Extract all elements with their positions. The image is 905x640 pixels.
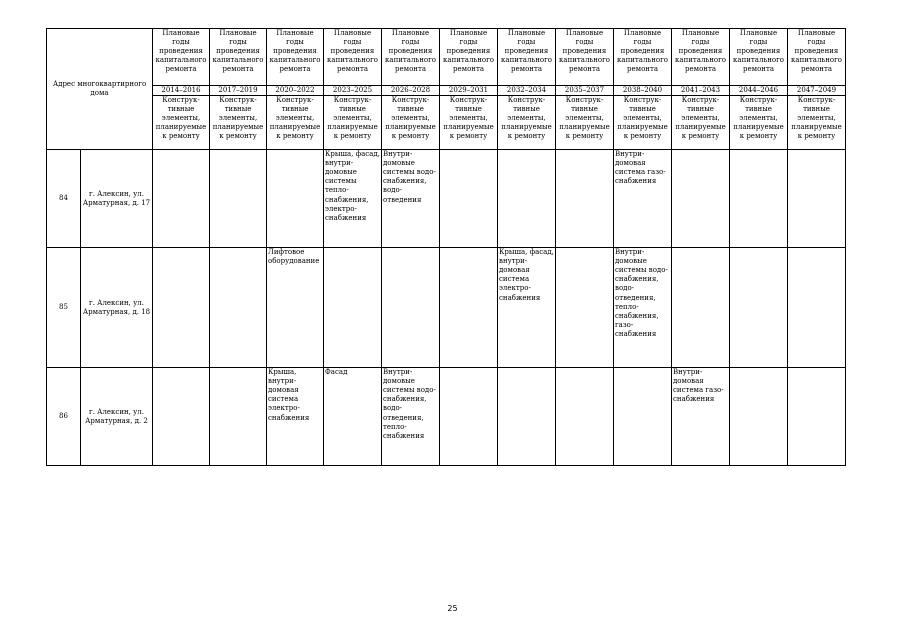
period-header: 2026–2028 xyxy=(382,86,440,96)
elements-header: Конструк-тивные элементы, планируемые к ремонту xyxy=(324,96,382,150)
period-header: 2047–2049 xyxy=(788,86,846,96)
planned-years-header: Плановые годы проведения капитального ремонта xyxy=(614,29,672,86)
period-header: 2020–2022 xyxy=(267,86,324,96)
repair-elements-cell: Крыша, фасад, внутри-домовая система электро-снабжения xyxy=(498,248,556,368)
repair-elements-cell xyxy=(498,368,556,466)
repair-elements-cell xyxy=(440,248,498,368)
period-header: 2044–2046 xyxy=(730,86,788,96)
repair-elements-cell xyxy=(730,248,788,368)
repair-elements-cell: Внутри-домовые системы водо-снабжения, водо-отведения, тепло-снабжения, газо-снабжения xyxy=(614,248,672,368)
repair-elements-cell xyxy=(556,248,614,368)
repair-elements-cell xyxy=(788,368,846,466)
planned-years-header: Плановые годы проведения капитального ремонта xyxy=(324,29,382,86)
repair-elements-cell xyxy=(730,150,788,248)
planned-years-header: Плановые годы проведения капитального ремонта xyxy=(730,29,788,86)
repair-elements-cell xyxy=(730,368,788,466)
elements-header: Конструк-тивные элементы, планируемые к ремонту xyxy=(614,96,672,150)
period-header: 2041–2043 xyxy=(672,86,730,96)
repair-elements-cell xyxy=(210,248,267,368)
repair-elements-cell xyxy=(556,150,614,248)
repair-elements-cell xyxy=(440,150,498,248)
repair-elements-cell: Внутри-домовая система газо-снабжения xyxy=(672,368,730,466)
elements-header: Конструк-тивные элементы, планируемые к ремонту xyxy=(498,96,556,150)
repair-elements-cell: Лифтовое оборудование xyxy=(267,248,324,368)
period-header: 2035–2037 xyxy=(556,86,614,96)
repair-elements-cell xyxy=(324,248,382,368)
building-address: г. Алексин, ул. Арматурная, д. 2 xyxy=(81,368,153,466)
repair-elements-cell xyxy=(672,248,730,368)
elements-header: Конструк-тивные элементы, планируемые к ремонту xyxy=(267,96,324,150)
repair-elements-cell xyxy=(153,368,210,466)
planned-years-header: Плановые годы проведения капитального ремонта xyxy=(672,29,730,86)
row-number: 86 xyxy=(47,368,81,466)
elements-header: Конструк-тивные элементы, планируемые к ремонту xyxy=(672,96,730,150)
address-header: Адрес многоквартирного дома xyxy=(47,29,153,150)
repair-elements-cell xyxy=(382,248,440,368)
repair-elements-cell xyxy=(440,368,498,466)
repair-elements-cell xyxy=(788,150,846,248)
period-header: 2017–2019 xyxy=(210,86,267,96)
elements-header: Конструк-тивные элементы, планируемые к ремонту xyxy=(440,96,498,150)
elements-header: Конструк-тивные элементы, планируемые к ремонту xyxy=(382,96,440,150)
planned-years-header: Плановые годы проведения капитального ремонта xyxy=(382,29,440,86)
planned-years-header: Плановые годы проведения капитального ремонта xyxy=(556,29,614,86)
elements-header: Конструк-тивные элементы, планируемые к ремонту xyxy=(730,96,788,150)
elements-header: Конструк-тивные элементы, планируемые к ремонту xyxy=(556,96,614,150)
period-header: 2038–2040 xyxy=(614,86,672,96)
repair-elements-cell: Внутри-домовая система газо-снабжения xyxy=(614,150,672,248)
capital-repair-schedule-table xyxy=(46,28,846,466)
repair-elements-cell: Внутри-домовые системы водо-снабжения, водо-отведения, тепло-снабжения xyxy=(382,368,440,466)
table-row xyxy=(47,150,846,248)
repair-elements-cell xyxy=(672,150,730,248)
repair-elements-cell xyxy=(788,248,846,368)
table-row xyxy=(47,368,846,466)
elements-header: Конструк-тивные элементы, планируемые к ремонту xyxy=(153,96,210,150)
repair-elements-cell: Фасад xyxy=(324,368,382,466)
row-number: 85 xyxy=(47,248,81,368)
elements-header: Конструк-тивные элементы, планируемые к ремонту xyxy=(210,96,267,150)
planned-years-header: Плановые годы проведения капитального ремонта xyxy=(788,29,846,86)
planned-years-header: Плановые годы проведения капитального ремонта xyxy=(440,29,498,86)
repair-elements-cell: Крыша, фасад, внутри-домовые системы тепло-снабжения, электро-снабжения xyxy=(324,150,382,248)
repair-elements-cell xyxy=(210,150,267,248)
repair-elements-cell xyxy=(614,368,672,466)
repair-elements-cell xyxy=(153,150,210,248)
period-header: 2032–2034 xyxy=(498,86,556,96)
building-address: г. Алексин, ул. Арматурная, д. 18 xyxy=(81,248,153,368)
table-row xyxy=(47,248,846,368)
row-number: 84 xyxy=(47,150,81,248)
planned-years-header: Плановые годы проведения капитального ремонта xyxy=(153,29,210,86)
repair-elements-cell xyxy=(556,368,614,466)
repair-elements-cell: Внутри-домовые системы водо-снабжения, водо-отведения xyxy=(382,150,440,248)
repair-elements-cell xyxy=(210,368,267,466)
planned-years-header: Плановые годы проведения капитального ремонта xyxy=(267,29,324,86)
planned-years-header: Плановые годы проведения капитального ремонта xyxy=(498,29,556,86)
repair-elements-cell: Крыша, внутри-домовая система электро-снабжения xyxy=(267,368,324,466)
period-header: 2014–2016 xyxy=(153,86,210,96)
repair-elements-cell xyxy=(267,150,324,248)
period-header: 2023–2025 xyxy=(324,86,382,96)
elements-header: Конструк-тивные элементы, планируемые к ремонту xyxy=(788,96,846,150)
building-address: г. Алексин, ул. Арматурная, д. 17 xyxy=(81,150,153,248)
page-number: 25 xyxy=(447,604,458,613)
planned-years-header: Плановые годы проведения капитального ремонта xyxy=(210,29,267,86)
repair-elements-cell xyxy=(498,150,556,248)
period-header: 2029–2031 xyxy=(440,86,498,96)
repair-elements-cell xyxy=(153,248,210,368)
